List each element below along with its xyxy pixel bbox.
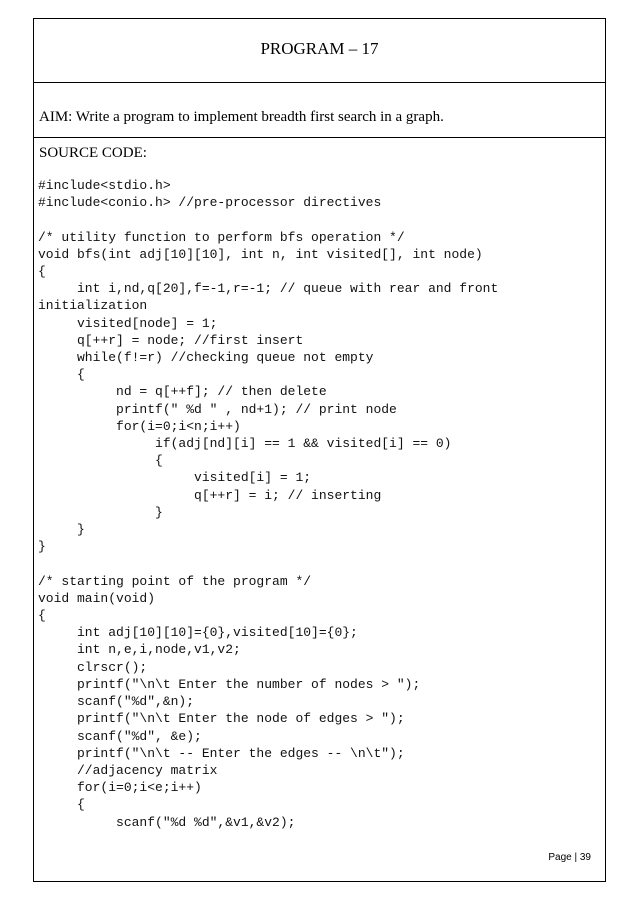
source-code-label: SOURCE CODE:: [39, 145, 147, 161]
aim-row: [34, 83, 605, 138]
source-code-block: #include<stdio.h> #include<conio.h> //pre-processor directives /* utility function to perform bfs operation */ void bfs(int adj[10][10], int n, int visited[], int node) { int i,nd,q[20],f=-1,r=-1; // queue with rear and front initialization visited[node] = 1; q[++r] = node; //first insert while(f!=r) //checking queue not empty { nd = q[++f]; // then delete printf(" %d " , nd+1); // print node for(i=0;i<n;i++) if(adj[nd][i] == 1 && visited[i] == 0) { visited[i] = 1; q[++r] = i; // inserting } } } /* starting point of the program */ void main(void) { int adj[10][10]={0},visited[10]={0}; int n,e,i,node,v1,v2; clrscr(); printf("\n\t Enter the number of nodes > "); scanf("%d",&n); printf("\n\t Enter the node of edges > "); scanf("%d", &e); printf("\n\t -- Enter the edges -- \n\t"); //adjacency matrix for(i=0;i<e;i++) { scanf("%d %d",&v1,&v2);: [38, 178, 499, 830]
page-number: Page | 39: [548, 852, 591, 863]
page-frame: [33, 18, 606, 882]
aim-text: AIM: Write a program to implement breadth first search in a graph.: [39, 109, 444, 125]
program-title: PROGRAM – 17: [260, 39, 379, 58]
title-row: [34, 19, 605, 83]
